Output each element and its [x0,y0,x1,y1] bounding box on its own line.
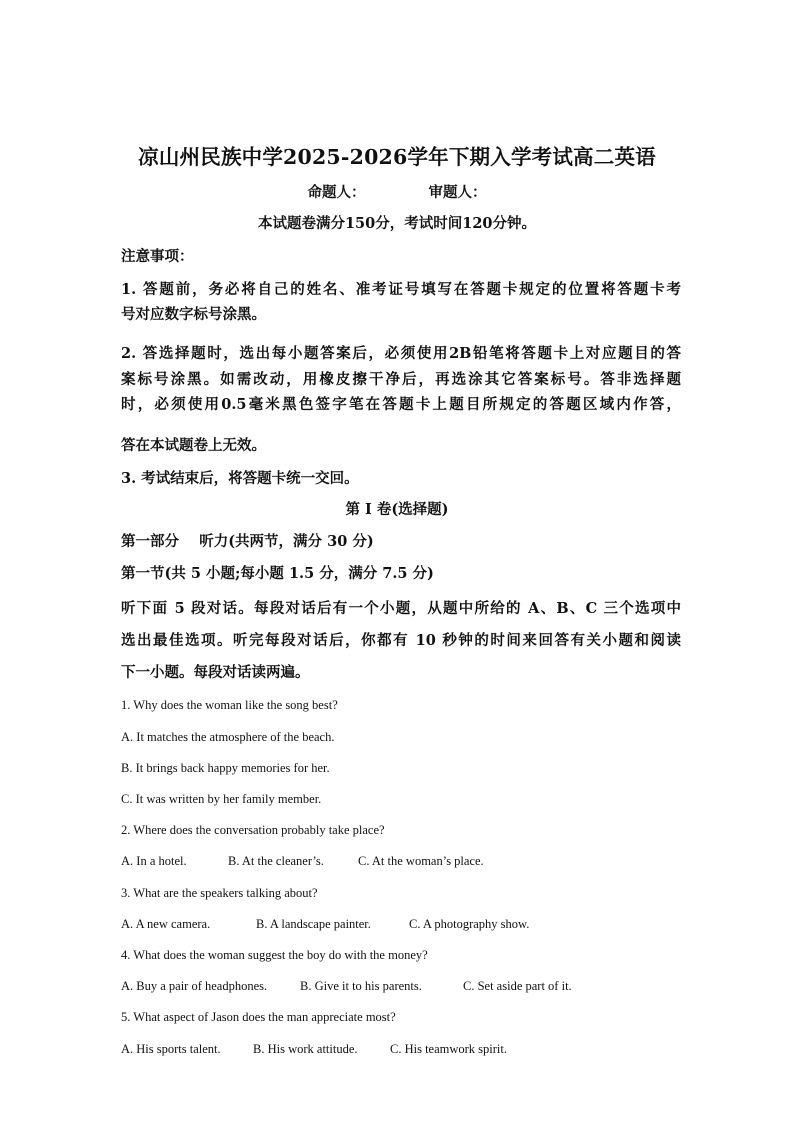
exam-title: 凉山州民族中学2025-2026学年下期入学考试高二英语 [138,145,656,169]
question-5-option-c: C. His teamwork spirit. [390,1042,508,1056]
question-1-option-a: A. It matches the atmosphere of the beach. [121,730,335,744]
question-1-option-c: C. It was written by her family member. [121,792,322,806]
instructions-line-3: 下一小题。每段对话读两遍。 [121,664,310,681]
question-2-option-c: C. At the woman’s place. [358,854,484,868]
note-1-line-2: 号对应数字标号涂黑。 [121,306,266,323]
question-3-options [121,917,529,932]
note-1-line-1: 1. 答题前，务必将自己的姓名、准考证号填写在答题卡规定的位置将答题卡考 [121,281,681,298]
question-4-option-a: A. Buy a pair of headphones. [121,979,268,993]
section-1-heading: 第一节(共 5 小题;每小题 1.5 分，满分 7.5 分) [121,565,434,582]
question-2-option-b: B. At the cleaner’s. [228,854,324,868]
note-2-line-1: 2. 答选择题时，选出每小题答案后，必须使用2B铅笔将答题卡上对应题目的答 [121,345,681,362]
note-1 [121,277,681,327]
note-2-line-3: 时，必须使用0.5毫米黑色签字笔在答题卡上题目所规定的答题区域内作答， [121,396,681,413]
note-2-line-4: 答在本试题卷上无效。 [121,437,266,454]
question-5-option-b: B. His work attitude. [253,1042,358,1056]
question-4: 4. What does the woman suggest the boy do with the money? [121,948,428,962]
question-3-option-c: C. A photography show. [409,917,530,931]
question-4-option-b: B. Give it to his parents. [300,979,422,993]
question-5: 5. What aspect of Jason does the man appreciate most? [121,1010,396,1024]
question-3-option-b: B. A landscape painter. [256,917,371,931]
question-1-option-b: B. It brings back happy memories for her. [121,761,330,775]
authors-line [0,181,794,202]
part-1-heading: 第一部分 听力(共两节，满分 30 分) [121,533,374,550]
exam-info: 本试题卷满分150分，考试时间120分钟。 [257,215,537,232]
note-3: 3. 考试结束后，将答题卡统一交回。 [121,470,359,487]
question-5-options [121,1042,507,1057]
setter-label: 命题人： [307,184,366,201]
question-1: 1. Why does the woman like the song best? [121,698,338,712]
note-2-line-2: 案标号涂黑。如需改动，用橡皮擦干净后，再选涂其它答案标号。答非选择题 [121,370,681,388]
notes-heading: 注意事项： [121,248,194,265]
instructions-line-1: 听下面 5 段对话。每段对话后有一个小题，从题中所给的 A、B、C 三个选项中 [121,600,681,617]
question-3: 3. What are the speakers talking about? [121,886,318,900]
instructions-line-2: 选出最佳选项。听完每段对话后，你都有 10 秒钟的时间来回答有关小题和阅读 [121,632,681,649]
reviewer-label: 审题人： [428,184,487,201]
question-5-option-a: A. His sports talent. [121,1042,221,1056]
question-4-options [121,979,572,994]
note-2 [121,341,681,418]
volume-title: 第 I 卷(选择题) [345,501,449,518]
question-2: 2. Where does the conversation probably take place? [121,823,385,837]
question-3-option-a: A. A new camera. [121,917,211,931]
question-4-option-c: C. Set aside part of it. [463,979,572,993]
question-2-options [121,854,484,869]
question-2-option-a: A. In a hotel. [121,854,187,868]
listening-instructions [121,593,681,689]
